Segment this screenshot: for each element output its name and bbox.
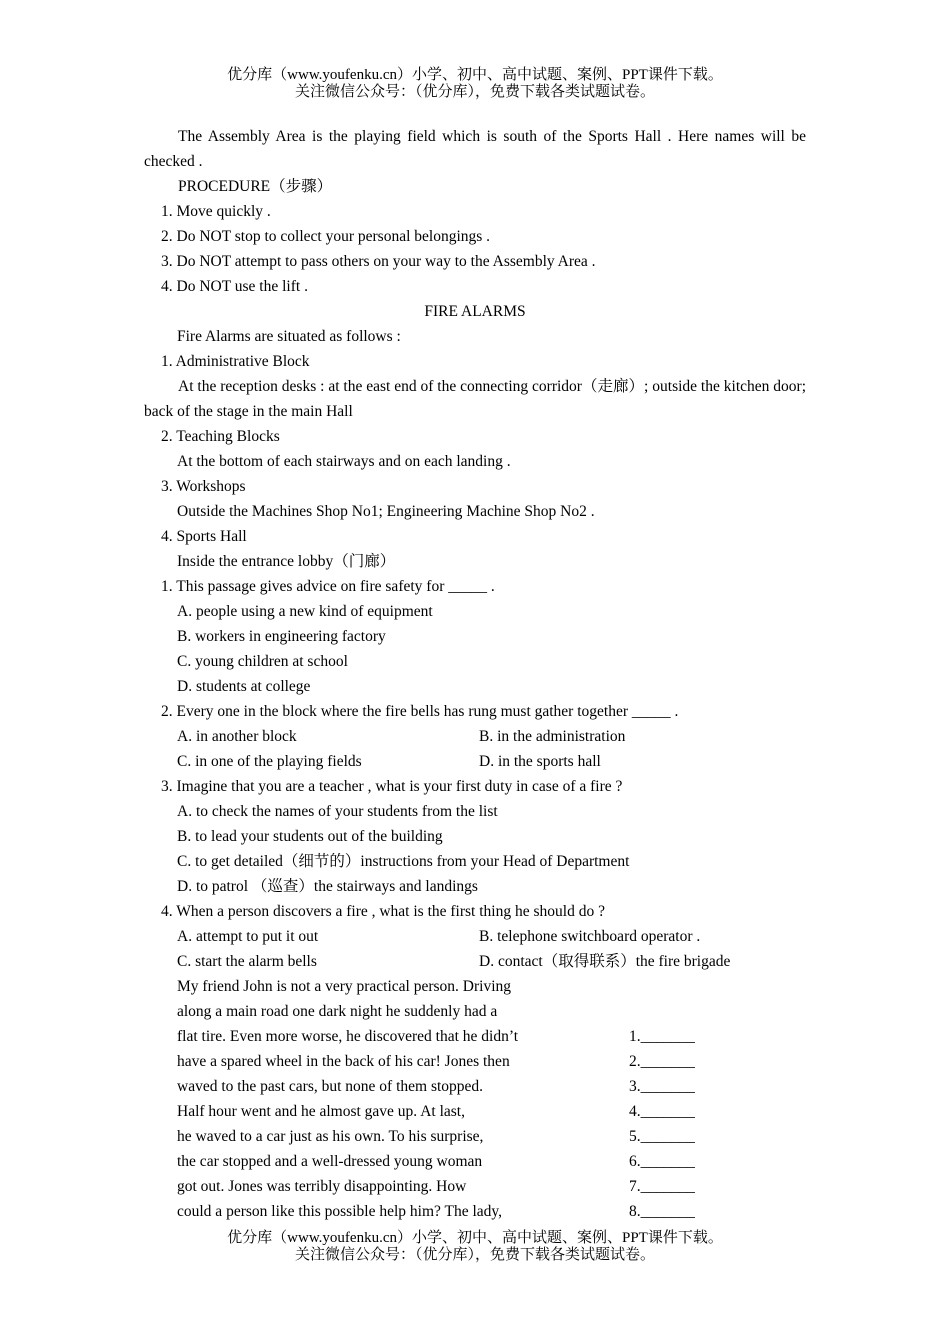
passage-line: he waved to a car just as his own. To his surprise,: [177, 1128, 484, 1145]
passage-line: waved to the past cars, but none of them stopped.: [177, 1078, 484, 1095]
alarm-section-heading: 4. Sports Hall: [161, 528, 247, 545]
passage-line: along a main road one dark night he suddenly had a: [177, 1003, 498, 1020]
question-option: A. to check the names of your students from the list: [177, 803, 498, 820]
passage-line: My friend John is not a very practical person. Driving: [177, 978, 512, 995]
alarm-section-detail: At the reception desks : at the east end of the connecting corridor（走廊）; outside the kitchen door; back of the stage in the main Hall: [144, 378, 806, 420]
header-line-1: 优分库（www.youfenku.cn）小学、初中、高中试题、案例、PPT课件下载。: [227, 67, 723, 83]
question-stem: 1. This passage gives advice on fire safety for _____ .: [161, 578, 495, 595]
header-line-2: 关注微信公众号：（优分库），免费下载各类试题试卷。: [294, 84, 655, 100]
footer-line-1: 优分库（www.youfenku.cn）小学、初中、高中试题、案例、PPT课件下载。: [227, 1230, 723, 1246]
answer-blank: 6._______: [629, 1153, 695, 1170]
fire-alarms-lead: Fire Alarms are situated as follows :: [177, 328, 401, 345]
passage-line: got out. Jones was terribly disappointing. How: [177, 1178, 467, 1195]
fire-alarms-title: FIRE ALARMS: [424, 303, 526, 320]
question-option: D. students at college: [177, 678, 311, 695]
question-option: D. to patrol （巡查）the stairways and landings: [177, 878, 478, 895]
assembly-paragraph: The Assembly Area is the playing field which is south of the Sports Hall . Here names will be checked .: [144, 128, 806, 170]
answer-blank: 3._______: [629, 1078, 695, 1095]
question-option: C. young children at school: [177, 653, 348, 670]
passage-line: the car stopped and a well-dressed young woman: [177, 1153, 483, 1170]
answer-blank: 4._______: [629, 1103, 695, 1120]
passage-line: flat tire. Even more worse, he discovered that he didn’t: [177, 1028, 519, 1045]
question-option: C. start the alarm bells: [177, 953, 317, 970]
passage-line: could a person like this possible help him? The lady,: [177, 1203, 503, 1220]
question-stem: 4. When a person discovers a fire , what is the first thing he should do ?: [161, 903, 605, 920]
alarm-section-heading: 3. Workshops: [161, 478, 246, 495]
question-option: B. to lead your students out of the building: [177, 828, 443, 845]
question-option: B. telephone switchboard operator .: [479, 928, 701, 945]
question-stem: 2. Every one in the block where the fire bells has rung must gather together _____ .: [161, 703, 679, 720]
alarm-section-detail: At the bottom of each stairways and on each landing .: [177, 453, 511, 470]
page-header: [0, 67, 950, 101]
question-option: C. to get detailed（细节的）instructions from your Head of Department: [177, 853, 630, 870]
question-stem: 3. Imagine that you are a teacher , what is your first duty in case of a fire ?: [161, 778, 623, 795]
page-footer: [0, 1230, 950, 1264]
answer-blank: 1._______: [629, 1028, 695, 1045]
answer-blank: 7._______: [629, 1178, 695, 1195]
procedure-item: 4. Do NOT use the lift .: [161, 278, 308, 295]
passage-line: have a spared wheel in the back of his car! Jones then: [177, 1053, 510, 1070]
alarm-section-heading: 2. Teaching Blocks: [161, 428, 280, 445]
procedure-item: 3. Do NOT attempt to pass others on your way to the Assembly Area .: [161, 253, 596, 270]
footer-line-2: 关注微信公众号：（优分库），免费下载各类试题试卷。: [294, 1247, 655, 1263]
alarm-section-detail: Outside the Machines Shop No1; Engineering Machine Shop No2 .: [177, 503, 595, 520]
alarm-section-detail: Inside the entrance lobby（门廊）: [177, 553, 396, 570]
question-option: D. in the sports hall: [479, 753, 601, 770]
question-option: B. in the administration: [479, 728, 626, 745]
procedure-item: 1. Move quickly .: [161, 203, 271, 220]
answer-blank: 2._______: [629, 1053, 695, 1070]
answer-blank: 5._______: [629, 1128, 695, 1145]
question-option: B. workers in engineering factory: [177, 628, 386, 645]
question-option: A. attempt to put it out: [177, 928, 319, 945]
procedure-title: PROCEDURE（步骤）: [178, 178, 333, 195]
question-option: D. contact（取得联系）the fire brigade: [479, 953, 731, 970]
answer-blank: 8._______: [629, 1203, 695, 1220]
question-option: A. in another block: [177, 728, 297, 745]
procedure-item: 2. Do NOT stop to collect your personal belongings .: [161, 228, 491, 245]
question-option: A. people using a new kind of equipment: [177, 603, 433, 620]
question-option: C. in one of the playing fields: [177, 753, 362, 770]
alarm-section-heading: 1. Administrative Block: [161, 353, 310, 370]
passage-line: Half hour went and he almost gave up. At last,: [177, 1103, 465, 1120]
